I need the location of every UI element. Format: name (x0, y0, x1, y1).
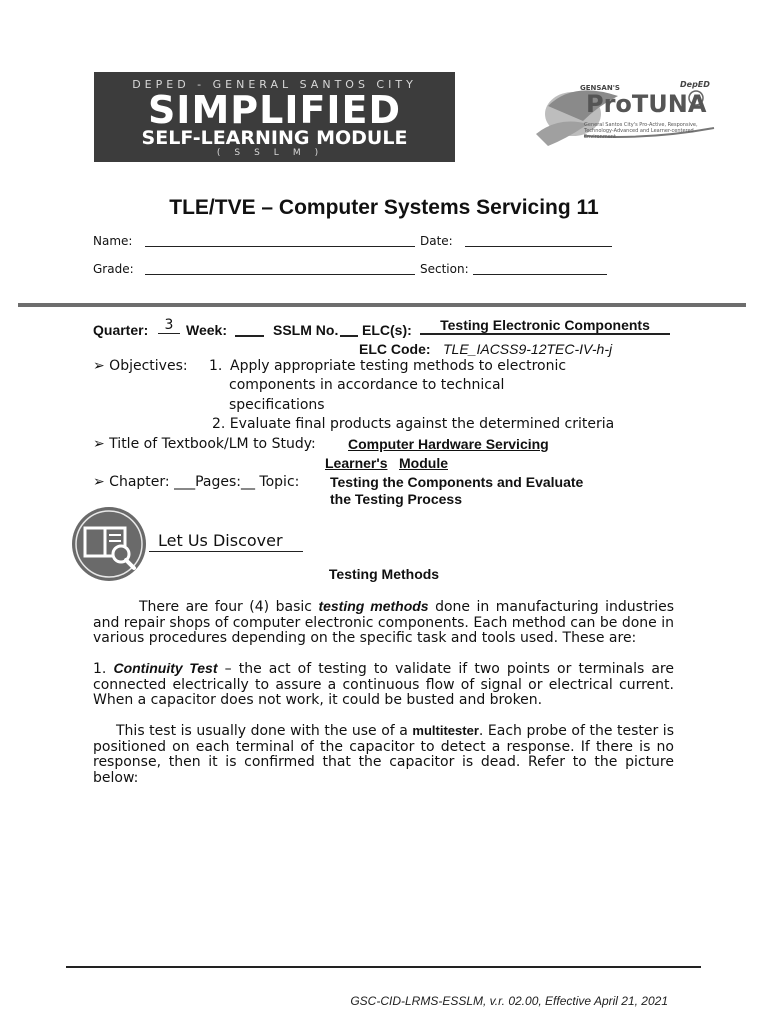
textbook-label: ➢ Title of Textbook/LM to Study: (93, 436, 316, 452)
p1-text-a: There are four (4) basic (139, 599, 312, 615)
week-blank (235, 335, 264, 337)
date-label: Date: (420, 234, 453, 248)
topic-line1: Testing the Components and Evaluate (330, 474, 584, 490)
document-title: TLE/TVE – Computer Systems Servicing 11 (169, 196, 599, 219)
p3-strong: multitester (412, 723, 479, 738)
banner-acronym: (SSLM) (216, 148, 333, 158)
banner-title: SIMPLIFIED (147, 88, 402, 132)
name-label: Name: (93, 234, 133, 248)
objective-2: 2. Evaluate final products against the determined criteria (212, 416, 615, 432)
p1-emphasis: testing methods (318, 598, 429, 614)
footer-rule (66, 966, 701, 968)
discover-underline (149, 551, 303, 552)
p2-text: – the act of testing to validate if two points or terminals are connected electrically to assure a continuous flow of signal or electrical current. When a capacitor does not work, it could be busted and broken. (93, 661, 674, 708)
quarter-value: 3 (158, 317, 180, 334)
sslm-label: SSLM No. (273, 322, 339, 338)
p2-number: 1. (93, 661, 107, 677)
objective-1-line1: Apply appropriate testing methods to electronic (230, 358, 567, 374)
banner-division: DEPED - GENERAL SANTOS CITY (132, 78, 417, 91)
elc-value: Testing Electronic Components (420, 317, 670, 335)
textbook-title-line1: Computer Hardware Servicing (348, 436, 549, 452)
elc-code-label: ELC Code: (359, 341, 431, 357)
p1-text-b: done in manufacturing industries and repair shops of computer electronic components. Each method can be done in various procedures depending on the specific task and tools used. These are: (93, 599, 675, 646)
sslm-blank (340, 335, 358, 337)
protuna-logo (528, 76, 718, 160)
chapter-label: ➢ Chapter: ___Pages:__ Topic: (93, 474, 300, 490)
logo-deped: DepED (680, 80, 710, 89)
textbook-title-line2a: Learner's (325, 455, 388, 471)
paragraph-multitester (93, 723, 674, 786)
section-label: Section: (420, 262, 469, 276)
logo-protuna: ProTUNA (586, 90, 707, 118)
section-divider (18, 303, 746, 307)
p3-text-b: . Each probe of the tester is positioned on each terminal of the capacitor to detect a response. If there is no response, then it is confirmed that the capacitor is dead. Refer to the picture below: (93, 723, 674, 786)
elc-label: ELC(s): (362, 322, 412, 338)
quarter-label: Quarter: (93, 322, 149, 338)
textbook-title-line2b: Module (399, 455, 448, 471)
paragraph-testing-methods (93, 599, 674, 647)
week-label: Week: (186, 322, 227, 338)
section-heading: Let Us Discover (158, 531, 283, 550)
sslm-banner (94, 72, 455, 162)
objective-1-number: 1. (209, 358, 223, 374)
date-field[interactable] (465, 234, 612, 247)
p2-emphasis: Continuity Test (113, 660, 218, 676)
banner-subtitle: SELF-LEARNING MODULE (141, 127, 408, 149)
content-subtitle: Testing Methods (328, 566, 440, 582)
grade-field[interactable] (145, 262, 415, 275)
footer-code: GSC-CID-LRMS-ESSLM, v.r. 02.00, Effective April 21, 2021 (350, 994, 668, 1008)
paragraph-continuity-test (93, 661, 674, 709)
objective-1-line2: components in accordance to technical (229, 377, 505, 393)
p3-text-a: This test is usually done with the use of a (116, 723, 408, 739)
logo-gensans: GENSAN'S (580, 84, 620, 92)
objective-1-line3: specifications (229, 397, 325, 413)
logo-tagline: General Santos City's Pro-Active, Responsive, Technology-Advanced and Learner-centered Environment (584, 122, 698, 140)
elc-code-value: TLE_IACSS9-12TEC-IV-h-j (443, 341, 613, 357)
objectives-label: ➢ Objectives: (93, 358, 188, 374)
section-field[interactable] (473, 262, 607, 275)
grade-label: Grade: (93, 262, 134, 276)
topic-line2: the Testing Process (330, 491, 463, 507)
name-field[interactable] (145, 234, 415, 247)
